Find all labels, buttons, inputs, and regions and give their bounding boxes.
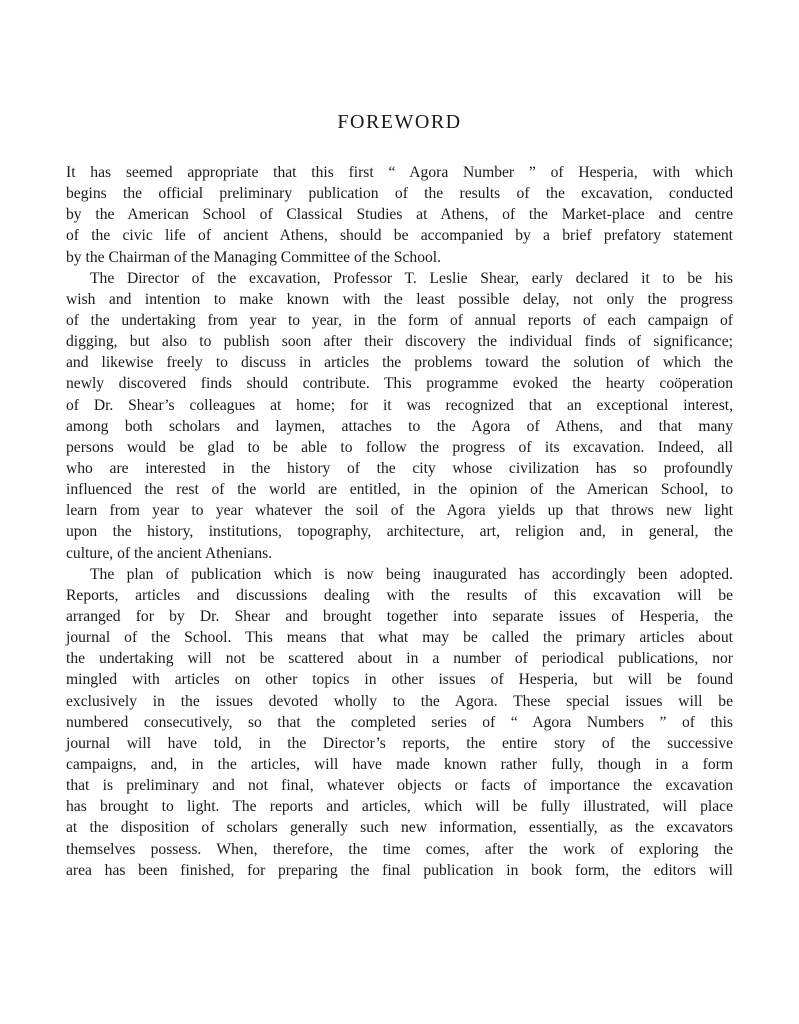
text-line: persons would be glad to be able to follow the progress of its excavation. Indeed, all bbox=[66, 438, 733, 456]
text-line: journal of the School. This means that what may be called the primary articles about bbox=[66, 629, 733, 647]
foreword-text bbox=[66, 162, 733, 881]
text-line: themselves possess. When, therefore, the time comes, after the work of exploring the bbox=[66, 840, 733, 858]
text-line: newly discovered finds should contribute. This programme evoked the hearty coöperation bbox=[66, 375, 733, 393]
text-line: numbered consecutively, so that the completed series of “ Agora Numbers ” of this bbox=[66, 713, 733, 731]
text-line: The Director of the excavation, Professor T. Leslie Shear, early declared it to be his bbox=[90, 269, 733, 287]
text-line: has brought to light. The reports and articles, which will be fully illustrated, will place bbox=[66, 798, 733, 816]
text-line: mingled with articles on other topics in other issues of Hesperia, but will be found bbox=[66, 671, 733, 689]
text-line: journal will have told, in the Director’s reports, the entire story of the successive bbox=[66, 734, 733, 752]
text-line: learn from year to year whatever the soil of the Agora yields up that throws new light bbox=[66, 502, 733, 520]
text-line: that is preliminary and not final, whatever objects or facts of importance the excavation bbox=[66, 777, 733, 795]
text-line: arranged for by Dr. Shear and brought together into separate issues of Hesperia, the bbox=[66, 607, 733, 625]
text-line: of the civic life of ancient Athens, should be accompanied by a brief prefatory statement bbox=[66, 227, 733, 245]
text-line: among both scholars and laymen, attaches to the Agora of Athens, and that many bbox=[66, 417, 733, 435]
text-line: upon the history, institutions, topography, architecture, art, religion and, in general, the bbox=[66, 523, 733, 541]
text-line: of the undertaking from year to year, in the form of annual reports of each campaign of bbox=[66, 311, 733, 329]
text-line: and likewise freely to discuss in articles the problems toward the solution of which the bbox=[66, 354, 733, 372]
text-line: of Dr. Shear’s colleagues at home; for it was recognized that an exceptional interest, bbox=[66, 396, 733, 414]
text-line: influenced the rest of the world are entitled, in the opinion of the American School, to bbox=[66, 481, 733, 499]
text-line: who are interested in the history of the city whose civilization has so profoundly bbox=[66, 459, 733, 477]
text-line: by the Chairman of the Managing Committee of the School. bbox=[66, 248, 442, 266]
page-title: FOREWORD bbox=[337, 111, 462, 133]
text-line: digging, but also to publish soon after their discovery the individual finds of significance; bbox=[66, 333, 733, 351]
text-line: culture, of the ancient Athenians. bbox=[66, 544, 273, 562]
text-line: The plan of publication which is now being inaugurated has accordingly been adopted. bbox=[90, 565, 733, 583]
text-line: wish and intention to make known with the least possible delay, not only the progress bbox=[66, 290, 733, 308]
text-line: at the disposition of scholars generally such new information, essentially, as the excavators bbox=[66, 819, 733, 837]
text-line: It has seemed appropriate that this first “ Agora Number ” of Hesperia, with which bbox=[66, 164, 733, 181]
text-line: Reports, articles and discussions dealing with the results of this excavation will be bbox=[66, 586, 733, 604]
text-line: the undertaking will not be scattered about in a number of periodical publications, nor bbox=[66, 650, 733, 668]
text-line: begins the official preliminary publication of the results of the excavation, conducted bbox=[66, 185, 733, 203]
text-line: by the American School of Classical Studies at Athens, of the Market-place and centre bbox=[66, 206, 733, 224]
text-line: area has been finished, for preparing the final publication in book form, the editors will bbox=[66, 861, 733, 879]
text-line: campaigns, and, in the articles, will have made known rather fully, though in a form bbox=[66, 755, 733, 773]
text-line: exclusively in the issues devoted wholly to the Agora. These special issues will be bbox=[66, 692, 733, 710]
